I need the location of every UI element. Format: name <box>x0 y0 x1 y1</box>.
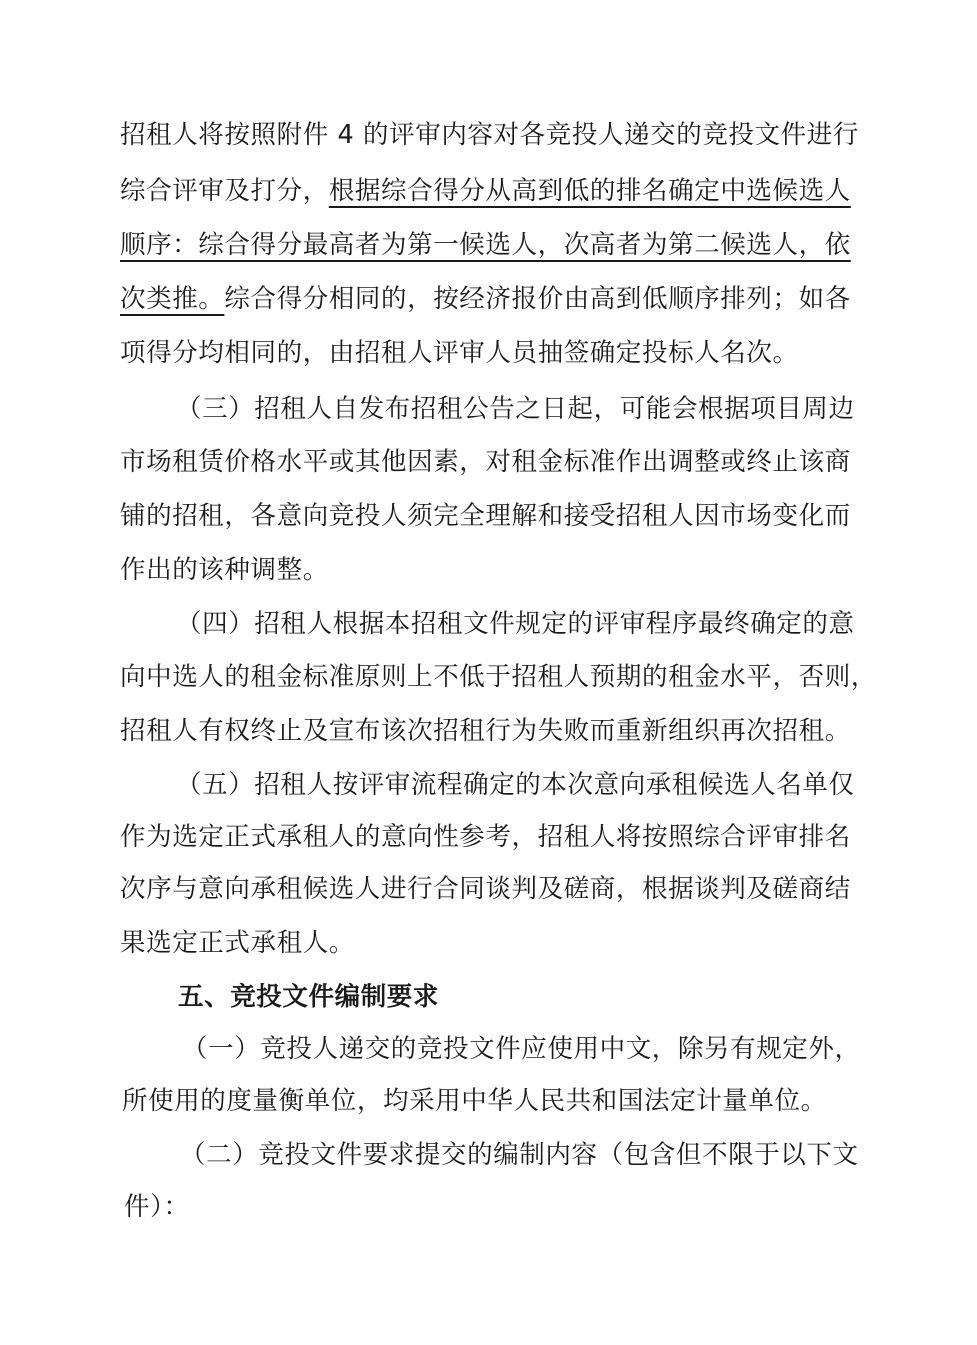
line-text: 市场租赁价格水平或其他因素，对租金标准作出调整或终止该商 <box>120 447 851 477</box>
line-text: 件）： <box>124 1192 190 1222</box>
line-text: 招租人有权终止及宣布该次招租行为失败而重新组织再次招租。 <box>120 716 851 746</box>
paragraph-line <box>0 659 977 695</box>
paragraph-line <box>0 1031 977 1067</box>
heading-text: 五、竞投文件编制要求 <box>178 982 440 1012</box>
paragraph-line <box>0 444 977 480</box>
underlined-text: 次类推。 <box>120 284 225 314</box>
line-text: （三）招租人自发布招租公告之日起，可能会根据项目周边 <box>176 394 855 424</box>
line-text: 作为选定正式承租人的意向性参考，招租人将按照综合评审排名 <box>120 822 851 852</box>
line-text: 次序与意向承租候选人进行合同谈判及磋商，根据谈判及磋商结 <box>120 874 851 904</box>
line-text: 果选定正式承租人。 <box>120 928 355 958</box>
paragraph-line <box>0 1083 977 1119</box>
paragraph-line <box>0 391 977 427</box>
paragraph-line <box>0 606 977 642</box>
paragraph-line <box>0 1189 977 1225</box>
line-text: （五）招租人按评审流程确定的本次意向承租候选人名单仅 <box>176 770 855 800</box>
line-text: 所使用的度量衡单位，均采用中华人民共和国法定计量单位。 <box>122 1086 827 1116</box>
paragraph-line <box>0 281 977 317</box>
line-text: 综合评审及打分， <box>120 176 329 206</box>
line-text: （四）招租人根据本招租文件规定的评审程序最终确定的意 <box>176 609 855 639</box>
paragraph-line <box>0 767 977 803</box>
line-text: （一）竞投人递交的竞投文件应使用中文，除另有规定外， <box>182 1034 861 1064</box>
line-text: 铺的招租，各意向竞投人须完全理解和接受招租人因市场变化而 <box>120 501 851 531</box>
line-text: 作出的该种调整。 <box>120 555 329 585</box>
paragraph-line <box>0 925 977 961</box>
paragraph-line <box>0 713 977 749</box>
paragraph-line <box>0 498 977 534</box>
paragraph-line <box>0 819 977 855</box>
line-text: （二）竞投文件要求提交的编制内容（包含但不限于以下文 <box>180 1140 859 1170</box>
paragraph-line <box>0 335 977 371</box>
paragraph-line <box>0 552 977 588</box>
paragraph-line <box>0 173 977 209</box>
section-heading <box>0 979 977 1015</box>
line-text: 向中选人的租金标准原则上不低于招租人预期的租金水平，否则， <box>120 662 877 692</box>
line-text: 综合得分相同的，按经济报价由高到低顺序排列；如各 <box>224 284 851 314</box>
paragraph-line <box>0 871 977 907</box>
line-text: 项得分均相同的，由招租人评审人员抽签确定投标人名次。 <box>120 338 799 368</box>
underlined-text: 根据综合得分从高到低的排名确定中选候选人 <box>328 176 851 206</box>
line-text: 招租人将按照附件 4 的评审内容对各竞投人递交的竞投文件进行 <box>120 120 859 150</box>
underlined-text: 顺序：综合得分最高者为第一候选人，次高者为第二候选人，依 <box>120 230 851 260</box>
paragraph-line <box>0 1137 977 1173</box>
paragraph-line <box>0 227 977 263</box>
paragraph-line <box>0 117 977 153</box>
